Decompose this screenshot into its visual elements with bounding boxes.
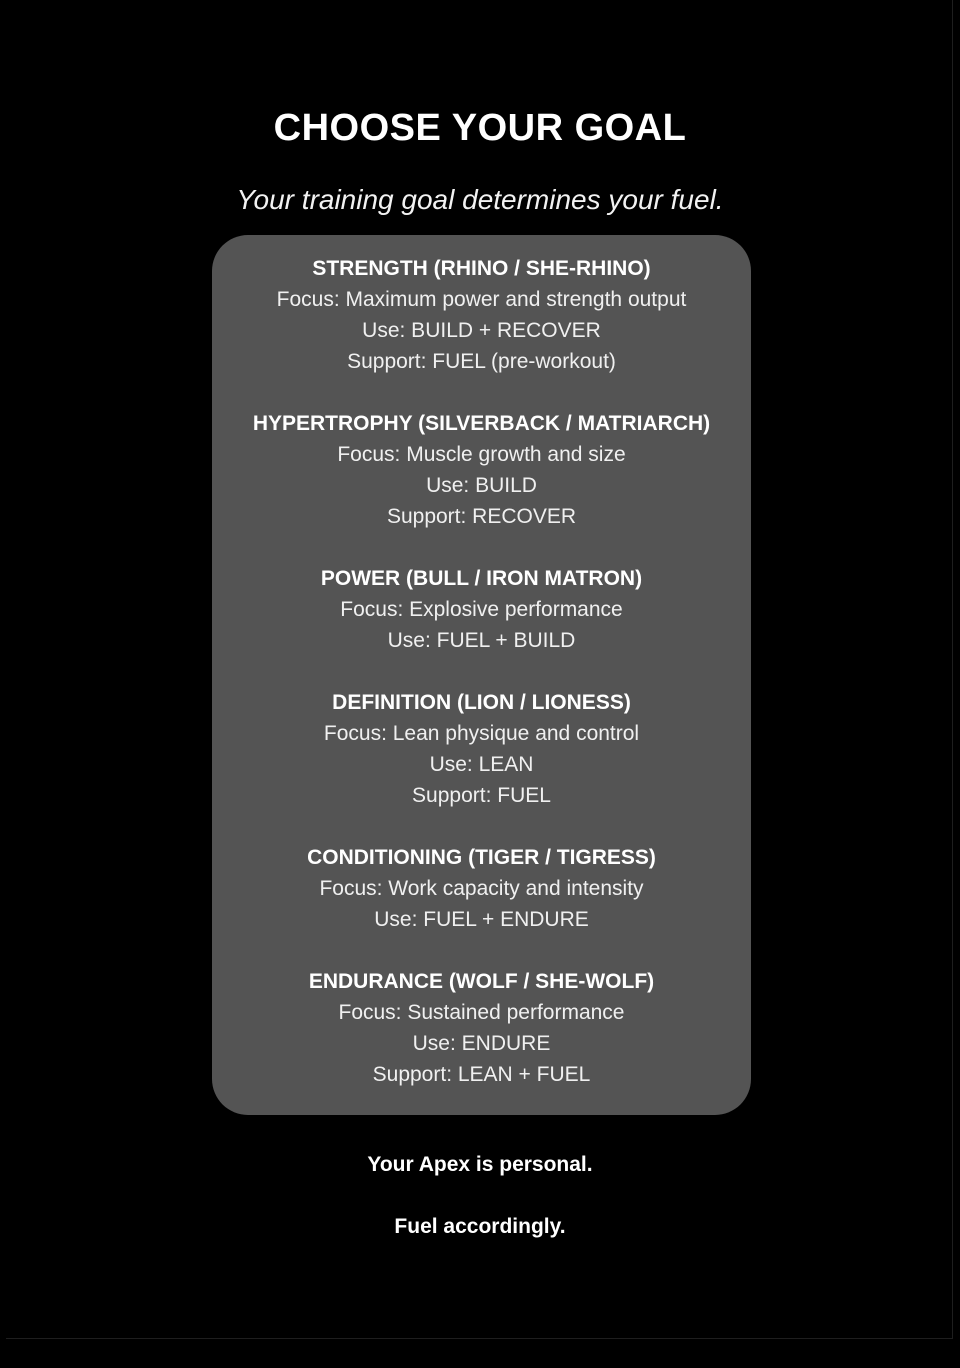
goal-title: POWER (BULL / IRON MATRON) <box>320 567 643 590</box>
goal-support: Support: FUEL (pre-workout) <box>347 350 616 373</box>
goal-strength <box>212 253 751 377</box>
goal-list-card <box>212 235 751 1115</box>
goal-conditioning <box>212 842 751 935</box>
goal-support: Support: FUEL <box>412 784 551 807</box>
goal-hypertrophy <box>212 408 751 532</box>
page-subtitle: Your training goal determines your fuel. <box>236 184 724 215</box>
goal-endurance <box>212 966 751 1090</box>
page-title: CHOOSE YOUR GOAL <box>273 107 687 149</box>
goal-support: Support: LEAN + FUEL <box>372 1063 591 1086</box>
tagline-fuel: Fuel accordingly. <box>394 1215 566 1238</box>
goal-use: Use: FUEL + BUILD <box>387 629 576 652</box>
goal-focus: Focus: Sustained performance <box>338 1001 625 1024</box>
goal-focus: Focus: Lean physique and control <box>323 722 640 745</box>
goal-title: STRENGTH (RHINO / SHE-RHINO) <box>312 257 651 280</box>
goal-title: ENDURANCE (WOLF / SHE-WOLF) <box>308 970 655 993</box>
goal-focus: Focus: Muscle growth and size <box>337 443 626 466</box>
goal-focus: Focus: Explosive performance <box>340 598 623 621</box>
goal-support: Support: RECOVER <box>386 505 577 528</box>
goal-power <box>212 563 751 656</box>
goal-focus: Focus: Maximum power and strength output <box>276 288 687 311</box>
goal-title: CONDITIONING (TIGER / TIGRESS) <box>307 846 656 869</box>
goal-use: Use: BUILD <box>426 474 537 497</box>
goal-title: HYPERTROPHY (SILVERBACK / MATRIARCH) <box>252 412 711 435</box>
goal-definition <box>212 687 751 811</box>
goal-use: Use: BUILD + RECOVER <box>362 319 601 342</box>
goal-focus: Focus: Work capacity and intensity <box>319 877 644 900</box>
goal-use: Use: FUEL + ENDURE <box>374 908 589 931</box>
tagline-personal: Your Apex is personal. <box>367 1153 593 1176</box>
goal-title: DEFINITION (LION / LIONESS) <box>332 691 631 714</box>
goal-use: Use: LEAN <box>429 753 534 776</box>
goal-use: Use: ENDURE <box>412 1032 551 1055</box>
